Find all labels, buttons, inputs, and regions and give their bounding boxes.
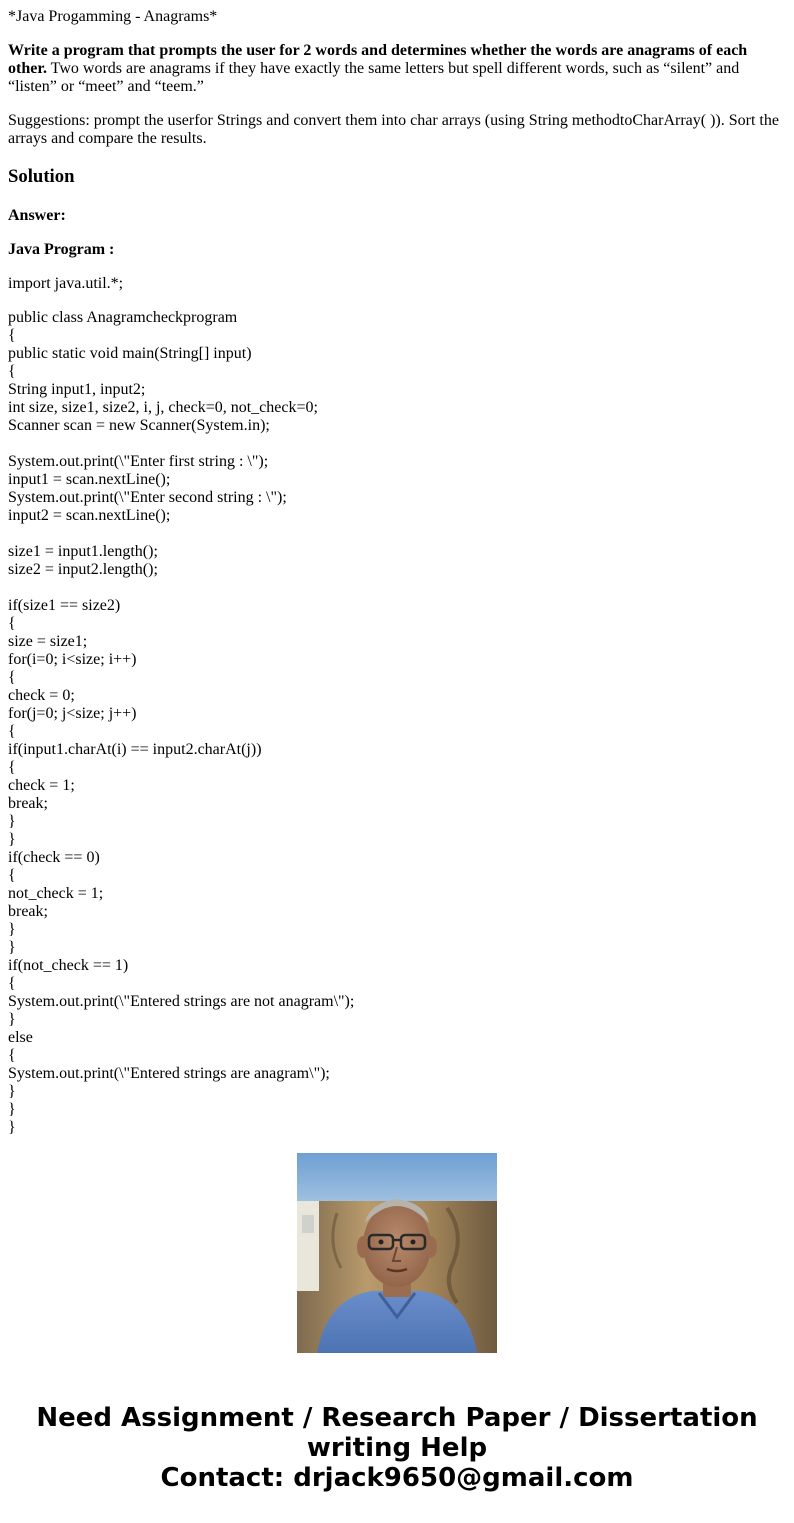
solution-heading: Solution <box>8 166 75 187</box>
code-line <box>8 525 786 543</box>
code-line: public static void main(String[] input) <box>8 345 252 362</box>
code-line <box>8 579 786 597</box>
code-line: } <box>8 1011 16 1028</box>
code-line: } <box>8 939 16 956</box>
import-statement: import java.util.*; <box>8 275 124 292</box>
code-block <box>8 309 786 1136</box>
code-line: { <box>8 669 16 686</box>
code-line: check = 0; <box>8 687 75 704</box>
promo-banner <box>0 1403 794 1493</box>
code-line: System.out.print(\"Entered strings are anagram\"); <box>8 1065 330 1082</box>
code-line: if(not_check == 1) <box>8 957 129 974</box>
code-line <box>8 435 786 453</box>
code-line: break; <box>8 795 48 812</box>
code-line: input1 = scan.nextLine(); <box>8 471 171 488</box>
promo-line-1: Need Assignment / Research Paper / Dissertation <box>36 1403 758 1433</box>
code-line: } <box>8 1101 16 1118</box>
question-prompt-bold: Write a program that prompts the user for 2 words and determines whether the words are anagrams of each other. <box>8 42 748 77</box>
code-line: for(i=0; i<size; i++) <box>8 651 137 668</box>
code-line: if(size1 == size2) <box>8 597 121 614</box>
code-line: { <box>8 759 16 776</box>
code-line: System.out.print(\"Enter second string : \"); <box>8 489 287 506</box>
code-line: System.out.print(\"Enter first string : \"); <box>8 453 269 470</box>
code-line: not_check = 1; <box>8 885 104 902</box>
code-line: break; <box>8 903 48 920</box>
code-line: if(input1.charAt(i) == input2.charAt(j)) <box>8 741 262 758</box>
code-line: if(check == 0) <box>8 849 100 866</box>
code-line: for(j=0; j<size; j++) <box>8 705 137 722</box>
question-title: *Java Progamming - Anagrams* <box>8 8 218 25</box>
question-suggestions: Suggestions: prompt the userfor Strings and convert them into char arrays (using String methodtoCharArray( )). Sort the arrays and compare the results. <box>8 112 779 147</box>
code-line: String input1, input2; <box>8 381 146 398</box>
code-line: size2 = input2.length(); <box>8 561 158 578</box>
code-line: } <box>8 1083 16 1100</box>
code-line: public class Anagramcheckprogram <box>8 309 238 326</box>
question-prompt <box>8 42 786 96</box>
code-line: int size, size1, size2, i, j, check=0, not_check=0; <box>8 399 318 416</box>
code-line: size = size1; <box>8 633 88 650</box>
code-line: { <box>8 1047 16 1064</box>
question-prompt-text: Two words are anagrams if they have exactly the same letters but spell different words, such as “silent” and “listen” or “meet” and “teem.” <box>8 60 740 95</box>
promo-contact-line: Contact: drjack9650@gmail.com <box>160 1463 634 1493</box>
code-line: { <box>8 975 16 992</box>
java-program-label: Java Program : <box>8 241 115 258</box>
code-line: { <box>8 615 16 632</box>
code-line: } <box>8 813 16 830</box>
author-portrait-image <box>297 1153 497 1353</box>
code-line: input2 = scan.nextLine(); <box>8 507 171 524</box>
answer-label: Answer: <box>8 207 66 224</box>
code-line: else <box>8 1029 33 1046</box>
code-line: } <box>8 1119 16 1136</box>
code-line: } <box>8 831 16 848</box>
code-line: System.out.print(\"Entered strings are not anagram\"); <box>8 993 355 1010</box>
code-line: Scanner scan = new Scanner(System.in); <box>8 417 270 434</box>
code-line: { <box>8 363 16 380</box>
code-line: } <box>8 921 16 938</box>
code-line: { <box>8 867 16 884</box>
code-line: { <box>8 327 16 344</box>
promo-line-2: writing Help <box>306 1433 488 1463</box>
code-line: size1 = input1.length(); <box>8 543 158 560</box>
author-photo <box>297 1153 497 1353</box>
code-line: { <box>8 723 16 740</box>
code-line: check = 1; <box>8 777 75 794</box>
